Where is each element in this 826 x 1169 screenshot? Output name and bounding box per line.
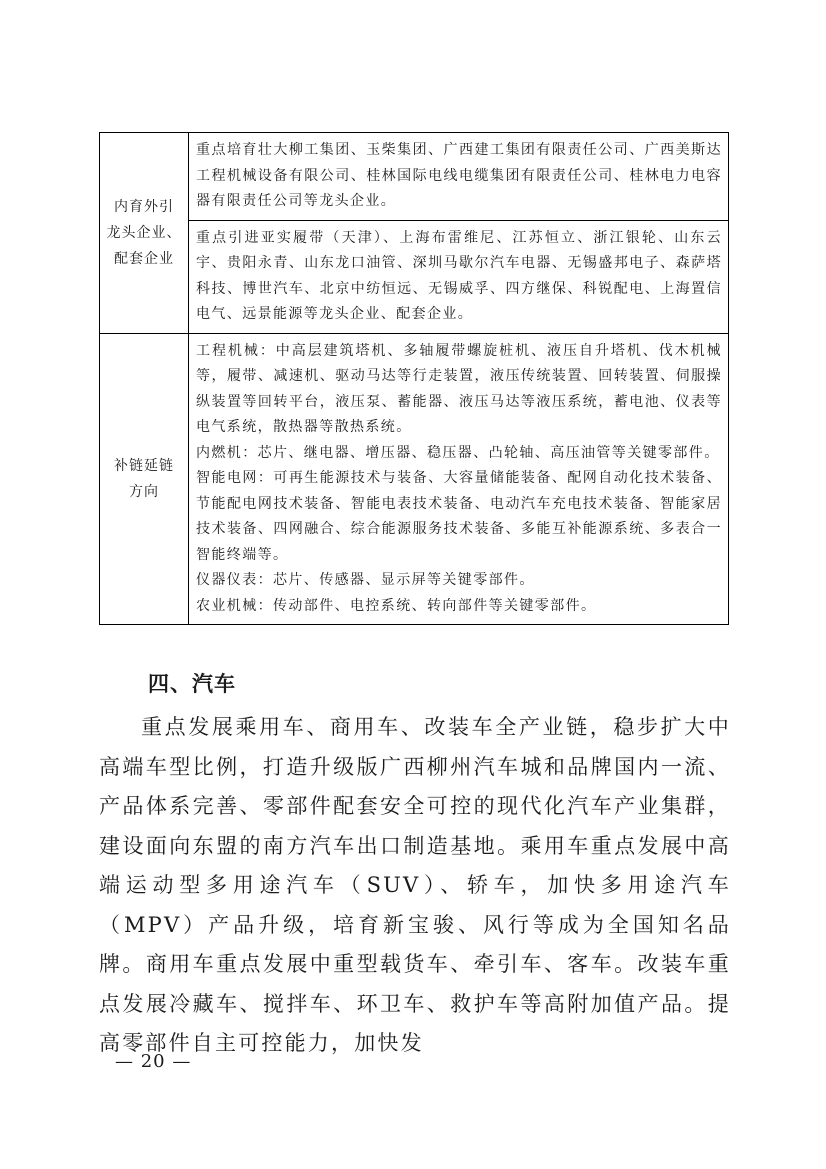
page-number: — 20 — xyxy=(115,1051,192,1072)
cell-introduce-enterprises: 重点引进亚实履带（天津）、上海布雷维尼、江苏恒立、浙江银轮、山东云宇、贵阳永青、山东龙口油管、深圳马歇尔汽车电器、无锡盛邦电子、森萨塔科技、博世汽车、北京中纺恒远、无锡威孚、四方继保、科锐配电、上海置信电气、远景能源等龙头企业、配套企业。 xyxy=(189,220,729,333)
cell-chain-directions xyxy=(189,333,729,625)
row-label-chain-direction: 补链延链 方向 xyxy=(100,333,189,625)
row-label-leading-enterprises: 内育外引 龙头企业、 配套企业 xyxy=(100,133,189,334)
paragraph-instruments: 仪器仪表：芯片、传感器、显示屏等关键零部件。 xyxy=(196,572,535,588)
paragraph-internal-combustion-engine: 内燃机：芯片、继电器、增压器、稳压器、凸轮轴、高压油管等关键零部件。 xyxy=(196,444,720,461)
section-body: 重点发展乘用车、商用车、改装车全产业链，稳步扩大中高端车型比例，打造升级版广西柳州汽车城和品牌国内一流、产品体系完善、零部件配套安全可控的现代化汽车产业集群，建设面向东盟的南方汽车出口制造基地。乘用车重点发展中高端运动型多用途汽车（SUV）、轿车，加快多用途汽车（MPV）产品升级，培育新宝骏、风行等成为全国知名品牌。商用车重点发展中重型载货车、牵引车、客车。改装车重点发展冷藏车、搅拌车、环卫车、救护车等高附加值产品。提高零部件自主可控能力，加快发 xyxy=(99,715,731,1055)
cell-cultivate-enterprises: 重点培育壮大柳工集团、玉柴集团、广西建工集团有限责任公司、广西美斯达工程机械设备有限公司、桂林国际电线电缆集团有限责任公司、桂林电力电容器有限责任公司等龙头企业。 xyxy=(189,133,729,221)
table-row xyxy=(100,220,729,333)
paragraph-smart-grid: 智能电网：可再生能源技术与装备、大容量储能装备、配网自动化技术装备、节能配电网技术装备、智能电表技术装备、电动汽车充电技术装备、智能家居技术装备、四网融合、综合能源服务技术装备、多能互补能源系统、多表合一智能终端等。 xyxy=(196,470,722,563)
paragraph-agricultural-machinery: 农业机械：传动部件、电控系统、转向部件等关键零部件。 xyxy=(196,597,597,614)
section-heading: 四、汽车 xyxy=(148,672,236,696)
paragraph-construction-machinery: 工程机械：中高层建筑塔机、多轴履带螺旋桩机、液压自升塔机、伐木机械等，履带、减速机、驱动马达等行走装置，液压传统装置、回转装置、伺服操纵装置等回转平台，液压泵、蓄能器、液压马达等液压系统，蓄电池、仪表等电气系统，散热器等散热系统。 xyxy=(196,342,722,435)
industry-table xyxy=(99,132,729,625)
table-row xyxy=(100,333,729,625)
table-row xyxy=(100,133,729,221)
